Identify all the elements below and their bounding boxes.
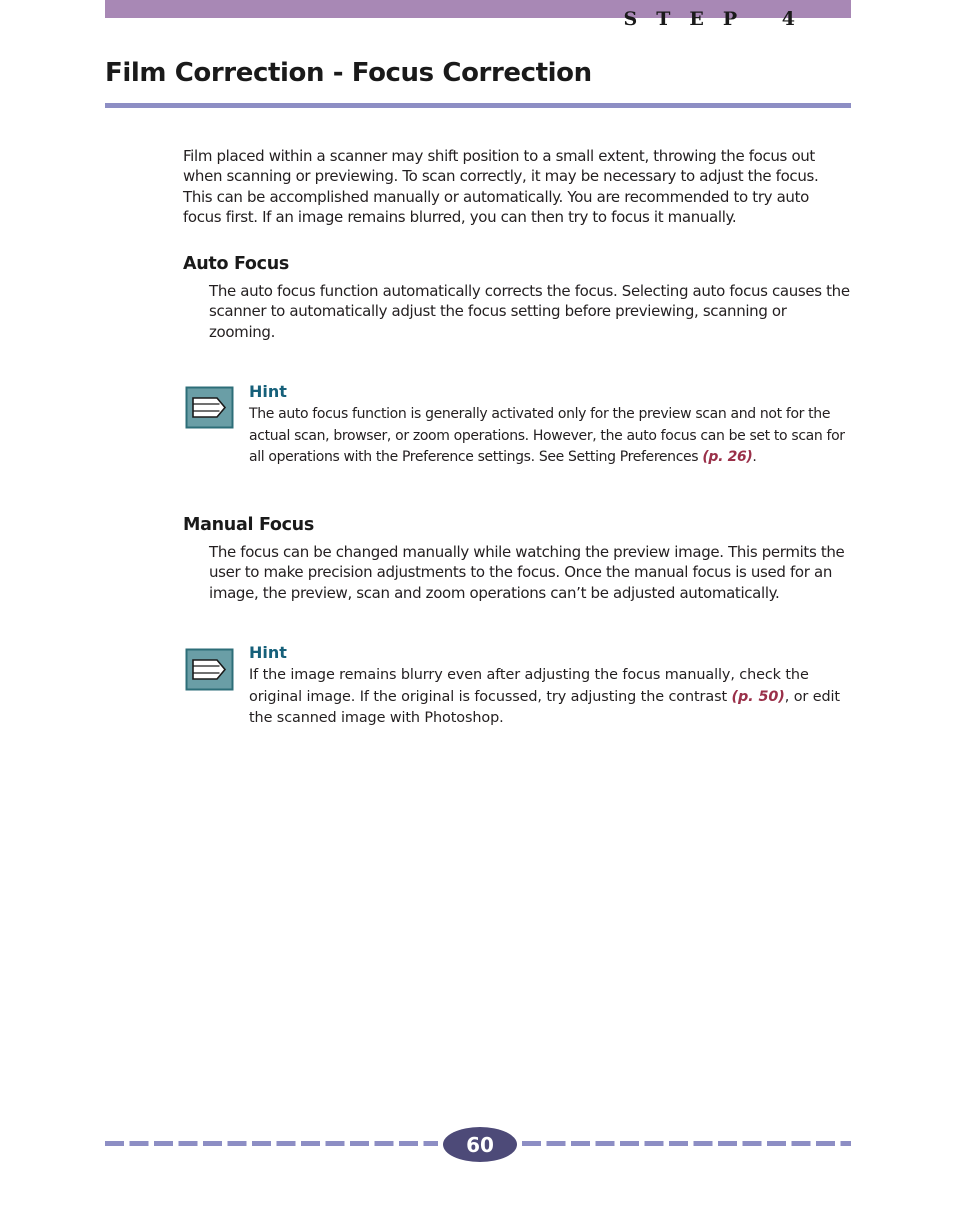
manual-focus-body: The focus can be changed manually while watching the preview image. This permits the user to make precision adjustments to the focus. Once the manual focus is used for an image, the preview, scan and zoom operations can’t be adjusted automatically. <box>209 543 845 602</box>
step-label: STEP 4 <box>623 8 814 30</box>
hint-text: The auto focus function is generally activated only for the preview scan and not for the actual scan, browser, or zoom operations. However, the auto focus can be set to scan for all operations with the Preference settings. See Setting Preferences <box>249 406 845 465</box>
hint-text-end: , or edit the scanned image with Photoshop. <box>249 688 840 726</box>
hint-arrow-icon <box>185 386 234 429</box>
hint-title: Hint <box>249 382 287 401</box>
hint-text-end: . <box>752 449 757 465</box>
hint-text: If the image remains blurry even after adjusting the focus manually, check the original image. If the original is focussed, try adjusting the contrast <box>249 667 809 705</box>
intro-paragraph: Film placed within a scanner may shift position to a small extent, throwing the focus out when scanning or previewing. To scan correctly, it may be necessary to adjust the focus. This can be accomplished manually or automatically. You are recommended to try auto focus first. If an image remains blurred, you can then try to focus it manually. <box>183 147 819 227</box>
auto-focus-hint-text <box>249 404 854 469</box>
hint-title: Hint <box>249 643 287 662</box>
manual-focus-heading: Manual Focus <box>183 515 314 535</box>
page-number: 60 <box>443 1127 517 1162</box>
auto-focus-heading: Auto Focus <box>183 254 289 274</box>
manual-focus-hint-text <box>249 665 854 730</box>
page-reference-link[interactable]: (p. 26) <box>702 449 753 465</box>
footer-dash-rule-left <box>105 1141 438 1146</box>
page-reference-link[interactable]: (p. 50) <box>731 688 785 705</box>
auto-focus-body: The auto focus function automatically corrects the focus. Selecting auto focus causes the scanner to automatically adjust the focus setting before previewing, scanning or zooming. <box>209 282 850 341</box>
hint-arrow-icon <box>185 648 234 691</box>
page-title: Film Correction - Focus Correction <box>105 58 592 88</box>
footer-dash-rule-right <box>522 1141 851 1146</box>
title-rule <box>105 103 851 108</box>
